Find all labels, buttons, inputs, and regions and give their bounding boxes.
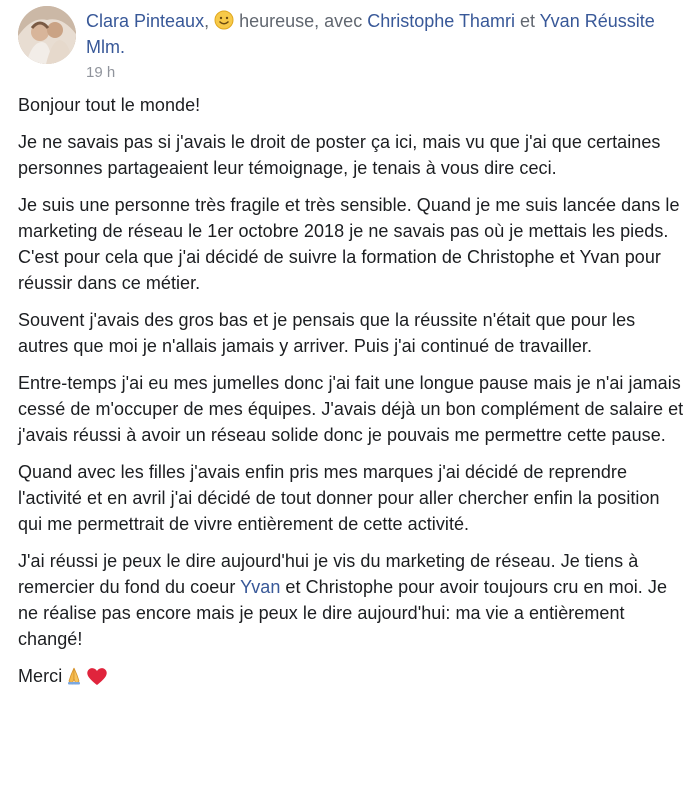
conjunction-text: et xyxy=(519,11,535,31)
tagged-person-1[interactable]: Christophe Thamri xyxy=(367,11,515,31)
mention-yvan[interactable]: Yvan xyxy=(240,577,281,597)
avatar-photo-icon xyxy=(18,6,76,64)
red-heart-emoji-icon xyxy=(86,666,108,686)
final-text-after: et Christophe pour avoir toujours cru en moi. Je ne réalise pas encore mais je peux le dire aujourd'hui: ma vie a entièrement changé! xyxy=(18,577,668,649)
tagged-person-2[interactable]: Yvan Réussite Mlm. xyxy=(86,11,655,57)
post-paragraph-final xyxy=(18,548,688,652)
post-paragraph: Je ne savais pas si j'avais le droit de poster ça ici, mais vu que j'ai que certaines personnes partageaient leur témoignage, je tenais à vous dire ceci. xyxy=(18,132,661,178)
post-paragraph: Bonjour tout le monde! xyxy=(18,95,201,115)
author-avatar[interactable] xyxy=(18,6,76,64)
feeling-text: heureuse, avec xyxy=(239,11,363,31)
post-paragraph: Entre-temps j'ai eu mes jumelles donc j'ai fait une longue pause mais je n'ai jamais cessé de m'occuper de mes équipes. J'avais déjà un bon complément de salaire et j'avais réussi à avoir un réseau solide donc je pouvais me permettre cette pause. xyxy=(18,373,684,445)
signoff-text: Merci xyxy=(18,666,63,686)
post-header xyxy=(18,4,690,84)
post-paragraph: Je suis une personne très fragile et très sensible. Quand je me suis lancée dans le marketing de réseau le 1er octobre 2018 je ne savais pas où je mettais les pieds. C'est pour cela que j'ai décidé de suivre la formation de Christophe et Yvan pour réussir dans ce métier. xyxy=(18,195,680,293)
smiley-emoji-icon xyxy=(214,10,234,30)
post-timestamp[interactable]: 19 h xyxy=(86,64,116,81)
author-name[interactable]: Clara Pinteaux xyxy=(86,11,205,31)
final-text-before: J'ai réussi je peux le dire aujourd'hui je vis du marketing de réseau. Je tiens à remercier du fond du coeur xyxy=(18,551,639,597)
post-body xyxy=(18,92,688,700)
post-signoff xyxy=(18,663,108,689)
post-paragraph: Souvent j'avais des gros bas et je pensais que la réussite n'était que pour les autres que moi je n'allais jamais y arriver. Puis j'ai continué de travailler. xyxy=(18,310,636,356)
praying-hands-emoji-icon xyxy=(64,666,84,686)
post-header-text: Clara Pinteaux, heureuse, avec Christophe Thamri et Yvan Réussite Mlm. xyxy=(86,11,655,57)
post-paragraph: Quand avec les filles j'avais enfin pris mes marques j'ai décidé de reprendre l'activité et en avril j'ai décidé de tout donner pour aller chercher enfin la position qui me permettrait de vivre entièrement de cette activité. xyxy=(18,462,660,534)
